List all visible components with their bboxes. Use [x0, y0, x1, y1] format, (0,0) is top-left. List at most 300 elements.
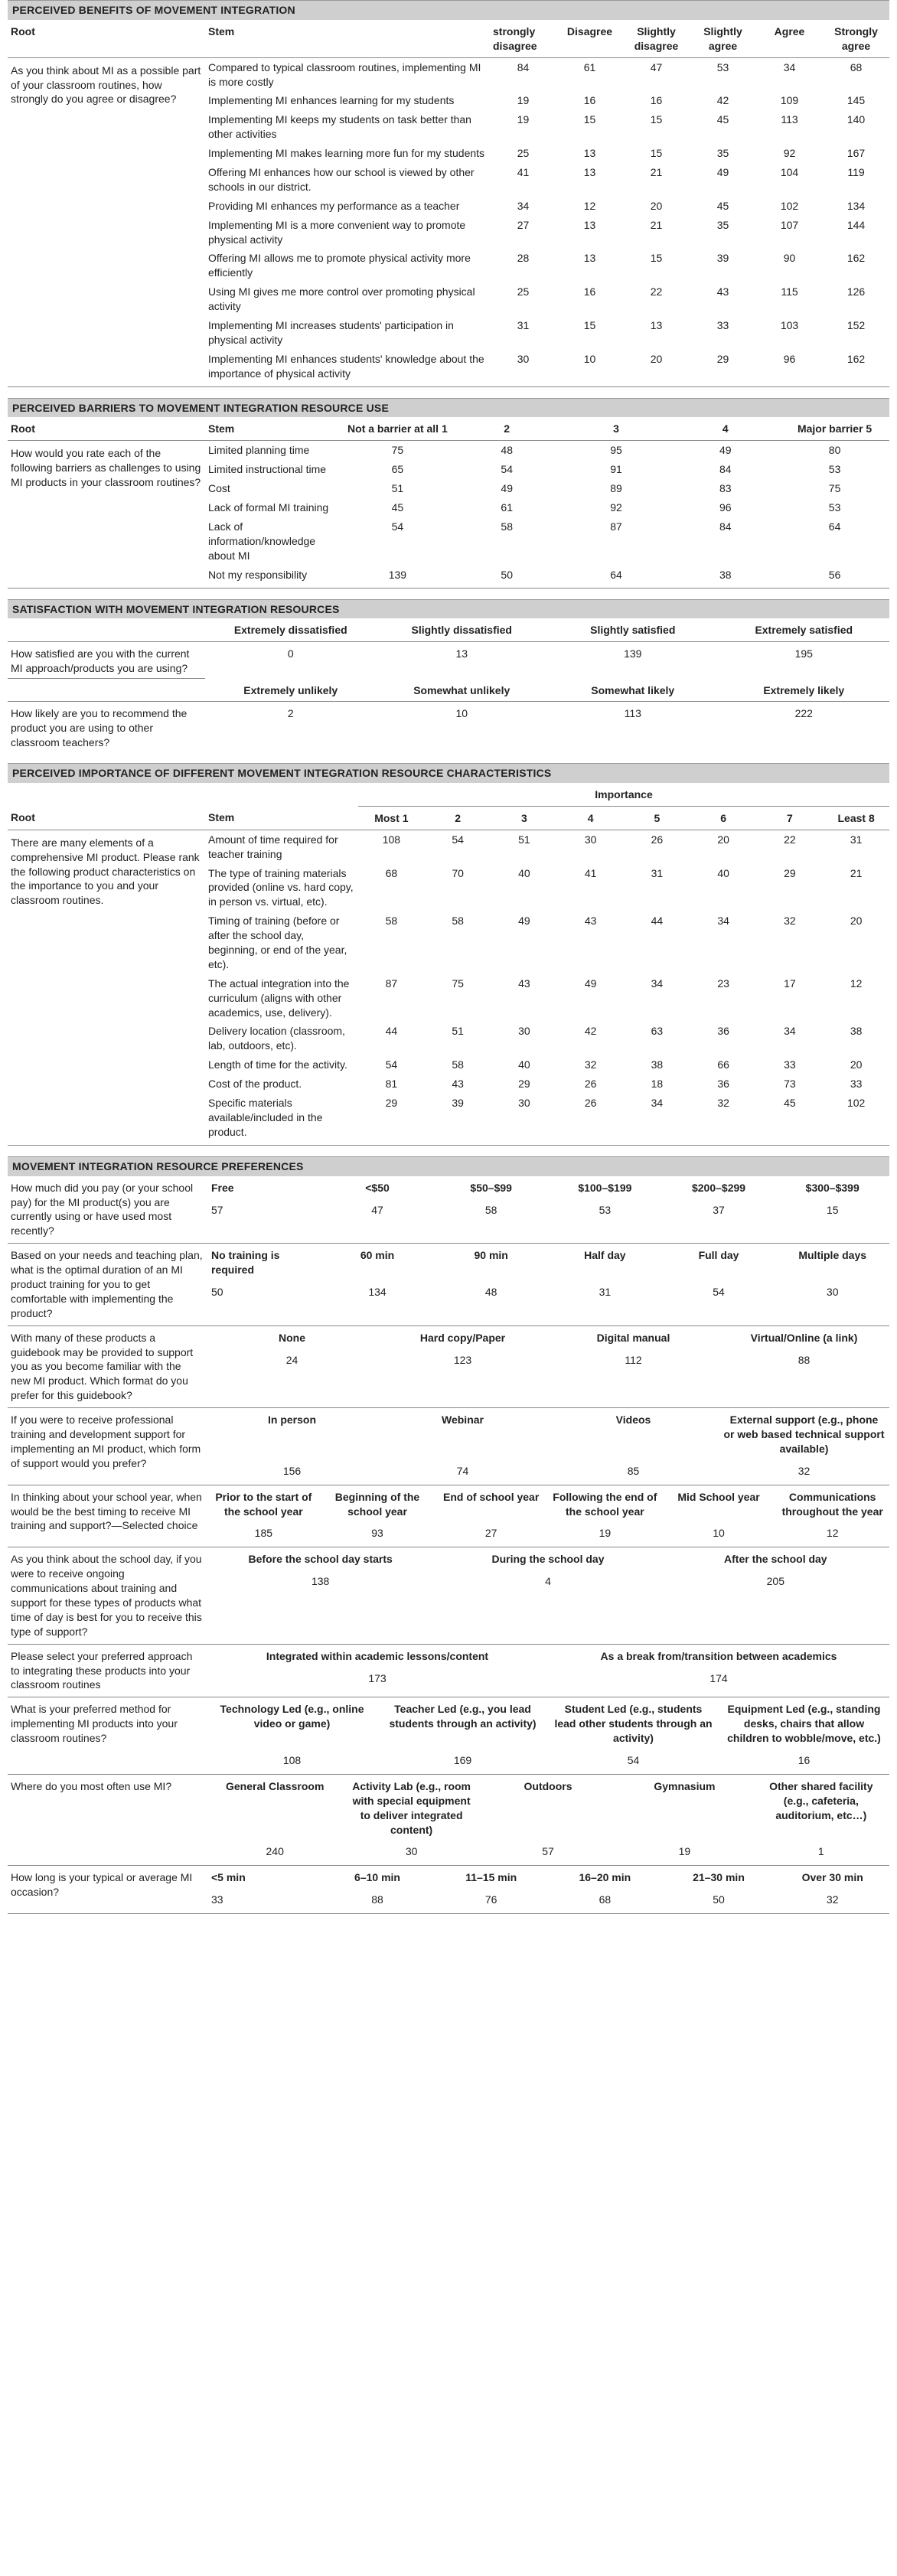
option-label: Equipment Led (e.g., standing desks, chairs that allow children to wobble/move, etc.) — [727, 1703, 881, 1745]
cell-value: 45 — [716, 199, 729, 212]
option-label: Multiple days — [798, 1249, 867, 1262]
option-label: 90 min — [474, 1249, 508, 1262]
cell-value: 167 — [846, 147, 866, 160]
cell-value: 21 — [650, 218, 663, 231]
option-value: 93 — [371, 1527, 383, 1540]
col-header: Extremely unlikely — [243, 683, 338, 696]
cell-value: 23 — [717, 977, 729, 990]
cell-value: 16 — [583, 285, 596, 298]
option-label: In person — [267, 1414, 316, 1427]
option-label: Prior to the start of the school year — [215, 1490, 312, 1518]
cell-value: 33 — [850, 1078, 863, 1091]
option-value: 205 — [766, 1575, 784, 1588]
cell-value: 30 — [517, 352, 530, 365]
cell-value: 30 — [518, 1097, 530, 1110]
cell-value: 102 — [780, 199, 799, 212]
option-label: General Classroom — [226, 1779, 325, 1792]
col-header: Disagree — [556, 20, 623, 57]
survey-table — [8, 0, 889, 1914]
option-value: 1 — [817, 1845, 824, 1858]
cell-value: 49 — [501, 482, 513, 495]
cell-value: 15 — [650, 252, 663, 265]
option-value: 19 — [678, 1845, 691, 1858]
cell-value: 84 — [719, 463, 732, 476]
cell-value: 96 — [719, 501, 732, 514]
option-label: Communications throughout the year — [781, 1490, 883, 1518]
option-value: 33 — [211, 1893, 223, 1906]
preference-block — [8, 1243, 889, 1325]
cell-value: 50 — [501, 568, 513, 581]
preference-block — [8, 1176, 889, 1244]
cell-value: 2 — [205, 702, 377, 752]
col-header: strongly disagree — [490, 20, 556, 57]
option-label: 11–15 min — [465, 1871, 517, 1884]
option-label: Following the end of the school year — [553, 1490, 657, 1518]
cell-value: 90 — [783, 252, 796, 265]
table-row — [8, 830, 889, 863]
cell-value: 12 — [850, 977, 863, 990]
option-value: 123 — [453, 1353, 472, 1366]
cell-value: 139 — [547, 642, 719, 679]
stem-text: Lack of formal MI training — [208, 501, 329, 514]
cell-value: 36 — [717, 1025, 729, 1038]
option-label: During the school day — [491, 1553, 605, 1566]
cell-value: 35 — [716, 218, 729, 231]
option-value: 57 — [542, 1845, 554, 1858]
col-header: Somewhat likely — [591, 683, 675, 696]
option-value: 68 — [599, 1893, 612, 1906]
cell-value: 43 — [716, 285, 729, 298]
cell-value: 29 — [385, 1097, 398, 1110]
question-text: If you were to receive professional training and development support for implementing an MI product, which form of support would you prefer? — [11, 1414, 201, 1469]
cell-value: 13 — [377, 642, 548, 679]
question-text: How satisfied are you with the current MI approach/products you are using? — [8, 642, 205, 679]
cell-value: 15 — [583, 113, 596, 126]
cell-value: 40 — [518, 866, 530, 879]
option-label: Videos — [615, 1414, 651, 1427]
option-label: Before the school day starts — [248, 1553, 393, 1566]
cell-value: 92 — [610, 501, 622, 514]
option-label: Activity Lab (e.g., room with special equipment to deliver integrated content) — [352, 1779, 471, 1836]
cell-value: 22 — [784, 833, 796, 846]
cell-value: 36 — [717, 1078, 729, 1091]
question-text: In thinking about your school year, when would be the best timing to receive MI training and support?—Selected choice — [11, 1490, 202, 1532]
option-value: 27 — [484, 1527, 497, 1540]
cell-value: 80 — [828, 444, 841, 457]
option-value: 15 — [826, 1203, 839, 1216]
option-label: <5 min — [211, 1871, 246, 1884]
cell-value: 39 — [452, 1097, 464, 1110]
stem-text: Implementing MI enhances students' knowledge about the importance of physical activity — [208, 352, 484, 380]
option-label: After the school day — [724, 1553, 827, 1566]
option-value: 58 — [484, 1203, 497, 1216]
cell-value: 96 — [783, 352, 796, 365]
option-value: 16 — [798, 1754, 811, 1766]
cell-value: 15 — [650, 113, 663, 126]
cell-value: 54 — [501, 463, 513, 476]
table-end — [8, 585, 889, 589]
cell-value: 58 — [452, 1058, 464, 1071]
option-value: 53 — [599, 1203, 612, 1216]
cell-value: 31 — [517, 319, 530, 332]
cell-value: 222 — [719, 702, 890, 752]
question-text: Where do you most often use MI? — [11, 1779, 172, 1792]
col-header: 3 — [562, 417, 671, 440]
cell-value: 20 — [850, 915, 863, 928]
cell-value: 38 — [651, 1058, 664, 1071]
option-value: 4 — [545, 1575, 551, 1588]
stem-text: The type of training materials provided (online vs. hard copy, in person vs. virtual, etc). — [208, 866, 354, 908]
option-label: Mid School year — [677, 1490, 760, 1503]
question-text: As you think about the school day, if you were to receive ongoing communications about training and support for these types of products what time of day is best for you to receive this type of support? — [11, 1553, 202, 1638]
option-value: 30 — [405, 1845, 418, 1858]
col-header: Root — [8, 20, 205, 57]
cell-value: 32 — [584, 1058, 597, 1071]
cell-value: 87 — [610, 520, 622, 533]
cell-value: 19 — [517, 113, 530, 126]
cell-value: 139 — [388, 568, 407, 581]
cell-value: 53 — [716, 60, 729, 73]
option-label: Virtual/Online (a link) — [750, 1331, 858, 1344]
option-label: Technology Led (e.g., online video or game) — [220, 1703, 364, 1730]
option-label: $300–$399 — [805, 1181, 859, 1194]
col-header: 4 — [557, 806, 624, 830]
stem-text: Implementing MI keeps my students on task better than other activities — [208, 113, 471, 141]
option-value: 108 — [282, 1754, 302, 1766]
option-label: End of school year — [443, 1490, 540, 1503]
stem-text: Timing of training (before or after the school day, beginning, or end of the year, etc). — [208, 915, 347, 970]
cell-value: 32 — [784, 915, 796, 928]
preferences-list — [8, 1176, 889, 1914]
cell-value: 10 — [377, 702, 548, 752]
col-header: Extremely dissatisfied — [233, 624, 347, 637]
preference-block — [8, 1325, 889, 1407]
cell-value: 195 — [719, 642, 890, 679]
cell-value: 113 — [547, 702, 719, 752]
cell-value: 13 — [650, 319, 663, 332]
col-header: Root — [8, 806, 205, 830]
cell-value: 162 — [846, 352, 866, 365]
cell-value: 115 — [781, 285, 798, 298]
cell-value: 162 — [846, 252, 866, 265]
col-header: Major barrier 5 — [780, 417, 889, 440]
cell-value: 92 — [783, 147, 796, 160]
stem-text: Delivery location (classroom, lab, outdoors, etc). — [208, 1025, 345, 1052]
cell-value: 34 — [717, 915, 729, 928]
cell-value: 145 — [846, 94, 866, 107]
cell-value: 28 — [517, 252, 530, 265]
cell-value: 40 — [717, 866, 729, 879]
option-label: Over 30 min — [801, 1871, 863, 1884]
stem-text: Implementing MI enhances learning for my students — [208, 94, 455, 107]
option-label: Full day — [698, 1249, 739, 1262]
cell-value: 26 — [584, 1078, 597, 1091]
stem-text: Using MI gives me more control over promoting physical activity — [208, 285, 475, 313]
cell-value: 81 — [385, 1078, 398, 1091]
col-header: Extremely satisfied — [755, 624, 853, 637]
importance-table — [8, 783, 889, 1146]
cell-value: 43 — [452, 1078, 464, 1091]
cell-value: 42 — [584, 1025, 597, 1038]
stem-text: Length of time for the activity. — [208, 1058, 347, 1071]
cell-value: 102 — [846, 1097, 866, 1110]
stem-text: Implementing MI increases students' participation in physical activity — [208, 319, 454, 346]
option-value: 74 — [456, 1464, 469, 1477]
option-value: 10 — [713, 1527, 725, 1540]
cell-value: 108 — [382, 833, 401, 846]
cell-value: 75 — [828, 482, 841, 495]
option-value: 156 — [282, 1464, 302, 1477]
option-value: 174 — [709, 1671, 728, 1684]
cell-value: 51 — [518, 833, 530, 846]
option-label: Hard copy/Paper — [419, 1331, 506, 1344]
stem-text: Limited planning time — [208, 444, 310, 457]
col-header: Stem — [205, 417, 343, 440]
col-header: 2 — [425, 806, 491, 830]
cell-value: 44 — [651, 915, 664, 928]
cell-value: 34 — [651, 977, 664, 990]
col-header: Slightly disagree — [623, 20, 690, 57]
cell-value: 20 — [717, 833, 729, 846]
col-header: Slightly dissatisfied — [411, 624, 512, 637]
option-value: 32 — [798, 1464, 811, 1477]
cell-value: 73 — [784, 1078, 796, 1091]
cell-value: 58 — [452, 915, 464, 928]
question-text: How long is your typical or average MI occasion? — [11, 1871, 193, 1899]
cell-value: 87 — [385, 977, 398, 990]
option-label: Free — [211, 1181, 234, 1194]
preference-block — [8, 1774, 889, 1865]
section-title-benefits: PERCEIVED BENEFITS OF MOVEMENT INTEGRATION — [8, 0, 889, 20]
cell-value: 48 — [501, 444, 513, 457]
cell-value: 0 — [205, 642, 377, 679]
option-value: 173 — [368, 1671, 387, 1684]
cell-value: 103 — [780, 319, 799, 332]
cell-value: 49 — [584, 977, 597, 990]
cell-value: 140 — [846, 113, 866, 126]
stem-text: Cost — [208, 482, 230, 495]
cell-value: 39 — [716, 252, 729, 265]
option-value: 112 — [625, 1353, 642, 1366]
option-value: 85 — [627, 1464, 640, 1477]
cell-value: 42 — [716, 94, 729, 107]
cell-value: 13 — [583, 147, 596, 160]
option-label: $200–$299 — [691, 1181, 746, 1194]
preference-block — [8, 1407, 889, 1485]
cell-value: 21 — [650, 166, 663, 179]
cell-value: 20 — [650, 352, 663, 365]
benefits-table — [8, 20, 889, 387]
cell-value: 29 — [716, 352, 729, 365]
col-header: Strongly agree — [823, 20, 889, 57]
cell-value: 29 — [518, 1078, 530, 1091]
cell-value: 107 — [780, 218, 799, 231]
cell-value: 64 — [828, 520, 841, 533]
root-question: There are many elements of a comprehensive MI product. Please rank the following product characteristics on the importance to you and your classroom routines. — [11, 836, 200, 907]
table-end — [8, 383, 889, 387]
cell-value: 70 — [452, 866, 464, 879]
question-text: With many of these products a guidebook may be provided to support you as you become familiar with the new MI product. Which format do you prefer for this guidebook? — [11, 1331, 194, 1402]
cell-value: 29 — [784, 866, 796, 879]
cell-value: 16 — [650, 94, 663, 107]
option-value: 54 — [713, 1285, 725, 1298]
cell-value: 119 — [847, 166, 865, 179]
cell-value: 58 — [385, 915, 398, 928]
option-label: Other shared facility (e.g., cafeteria, auditorium, etc…) — [769, 1779, 873, 1821]
cell-value: 126 — [846, 285, 866, 298]
cell-value: 45 — [784, 1097, 796, 1110]
section-title-satisfaction: SATISFACTION WITH MOVEMENT INTEGRATION RESOURCES — [8, 599, 889, 619]
cell-value: 89 — [610, 482, 622, 495]
section-title-barriers: PERCEIVED BARRIERS TO MOVEMENT INTEGRATION RESOURCE USE — [8, 398, 889, 418]
option-label: 16–20 min — [579, 1871, 631, 1884]
cell-value: 31 — [651, 866, 664, 879]
root-question: How would you rate each of the following barriers as challenges to using MI products in your classroom routines? — [11, 447, 201, 489]
cell-value: 34 — [783, 60, 796, 73]
option-label: None — [279, 1331, 305, 1344]
option-value: 76 — [484, 1893, 497, 1906]
table-row — [8, 441, 889, 460]
cell-value: 40 — [518, 1058, 530, 1071]
cell-value: 144 — [846, 218, 866, 231]
cell-value: 84 — [719, 520, 732, 533]
col-header: Somewhat unlikely — [413, 683, 510, 696]
col-header: 2 — [452, 417, 562, 440]
cell-value: 54 — [391, 520, 404, 533]
cell-value: 38 — [719, 568, 732, 581]
cell-value: 51 — [391, 482, 404, 495]
cell-value: 84 — [517, 60, 530, 73]
cell-value: 25 — [517, 285, 530, 298]
col-header: Stem — [205, 806, 358, 830]
col-header: 6 — [690, 806, 757, 830]
option-label: No training is required — [211, 1249, 280, 1277]
cell-value: 45 — [391, 501, 404, 514]
cell-value: 15 — [583, 319, 596, 332]
option-label: As a break from/transition between academics — [600, 1649, 837, 1662]
cell-value: 43 — [518, 977, 530, 990]
cell-value: 34 — [651, 1097, 664, 1110]
option-value: 57 — [211, 1203, 223, 1216]
cell-value: 34 — [784, 1025, 796, 1038]
col-header: Slightly agree — [690, 20, 756, 57]
cell-value: 68 — [850, 60, 863, 73]
cell-value: 13 — [583, 166, 596, 179]
section-title-importance: PERCEIVED IMPORTANCE OF DIFFERENT MOVEMENT INTEGRATION RESOURCE CHARACTERISTICS — [8, 763, 889, 783]
cell-value: 31 — [850, 833, 863, 846]
cell-value: 12 — [583, 199, 596, 212]
stem-text: Offering MI enhances how our school is viewed by other schools in our district. — [208, 166, 475, 193]
option-label: 21–30 min — [693, 1871, 745, 1884]
stem-text: Providing MI enhances my performance as a teacher — [208, 199, 460, 212]
cell-value: 41 — [517, 166, 530, 179]
cell-value: 56 — [828, 568, 841, 581]
cell-value: 75 — [452, 977, 464, 990]
cell-value: 33 — [784, 1058, 796, 1071]
option-value: 138 — [311, 1575, 330, 1588]
cell-value: 104 — [780, 166, 799, 179]
option-value: 12 — [826, 1527, 839, 1540]
stem-text: Amount of time required for teacher training — [208, 833, 338, 860]
cell-value: 30 — [518, 1025, 530, 1038]
col-header: Stem — [205, 20, 490, 57]
cell-value: 61 — [501, 501, 513, 514]
stem-text: The actual integration into the curriculum (aligns with other academics, use, delivery). — [208, 977, 350, 1019]
col-header: Root — [8, 417, 205, 440]
cell-value: 113 — [781, 113, 798, 126]
option-label: Gymnasium — [654, 1779, 716, 1792]
option-value: 185 — [254, 1527, 273, 1540]
cell-value: 16 — [583, 94, 596, 107]
cell-value: 27 — [517, 218, 530, 231]
col-header: Slightly satisfied — [590, 624, 676, 637]
cell-value: 134 — [846, 199, 866, 212]
cell-value: 30 — [584, 833, 597, 846]
barriers-table — [8, 417, 889, 588]
cell-value: 53 — [828, 463, 841, 476]
stem-text: Not my responsibility — [208, 568, 308, 581]
option-value: 54 — [627, 1754, 640, 1766]
satisfaction-table — [8, 618, 889, 752]
option-value: 169 — [453, 1754, 472, 1766]
option-label: Integrated within academic lessons/content — [266, 1649, 489, 1662]
stem-text: Implementing MI makes learning more fun for my students — [208, 147, 485, 160]
cell-value: 61 — [583, 60, 596, 73]
stem-text: Implementing MI is a more convenient way to promote physical activity — [208, 218, 466, 246]
col-header: Not a barrier at all 1 — [343, 417, 452, 440]
cell-value: 20 — [650, 199, 663, 212]
option-value: 134 — [368, 1285, 387, 1298]
option-label: 60 min — [360, 1249, 395, 1262]
option-label: 6–10 min — [354, 1871, 400, 1884]
col-header: 3 — [491, 806, 558, 830]
cell-value: 152 — [846, 319, 866, 332]
group-header: Importance — [358, 783, 889, 806]
col-header: Most 1 — [358, 806, 425, 830]
cell-value: 19 — [517, 94, 530, 107]
cell-value: 43 — [584, 915, 597, 928]
cell-value: 49 — [716, 166, 729, 179]
table-row — [8, 57, 889, 91]
root-question: As you think about MI as a possible part of your classroom routines, how strongly do you agree or disagree? — [11, 64, 201, 106]
col-header: Agree — [756, 20, 823, 57]
option-label: Digital manual — [596, 1331, 670, 1344]
option-label: Teacher Led (e.g., you lead students through an activity) — [389, 1703, 537, 1730]
cell-value: 54 — [385, 1058, 398, 1071]
option-value: 32 — [826, 1893, 839, 1906]
col-header: 7 — [757, 806, 824, 830]
cell-value: 65 — [391, 463, 404, 476]
cell-value: 33 — [716, 319, 729, 332]
cell-value: 47 — [650, 60, 663, 73]
option-value: 24 — [285, 1353, 298, 1366]
cell-value: 13 — [583, 218, 596, 231]
cell-value: 26 — [584, 1097, 597, 1110]
stem-text: Compared to typical classroom routines, implementing MI is more costly — [208, 60, 481, 88]
option-value: 88 — [371, 1893, 383, 1906]
preference-block — [8, 1697, 889, 1774]
table-end — [8, 1142, 889, 1146]
cell-value: 26 — [651, 833, 664, 846]
col-header: Least 8 — [823, 806, 889, 830]
option-label: Student Led (e.g., students lead other students through an activity) — [554, 1703, 713, 1745]
cell-value: 15 — [650, 147, 663, 160]
cell-value: 51 — [452, 1025, 464, 1038]
section-title-preferences: MOVEMENT INTEGRATION RESOURCE PREFERENCES — [8, 1156, 889, 1176]
option-value: 30 — [826, 1285, 839, 1298]
option-label: <$50 — [365, 1181, 390, 1194]
option-label: External support (e.g., phone or web based technical support available) — [723, 1414, 885, 1455]
